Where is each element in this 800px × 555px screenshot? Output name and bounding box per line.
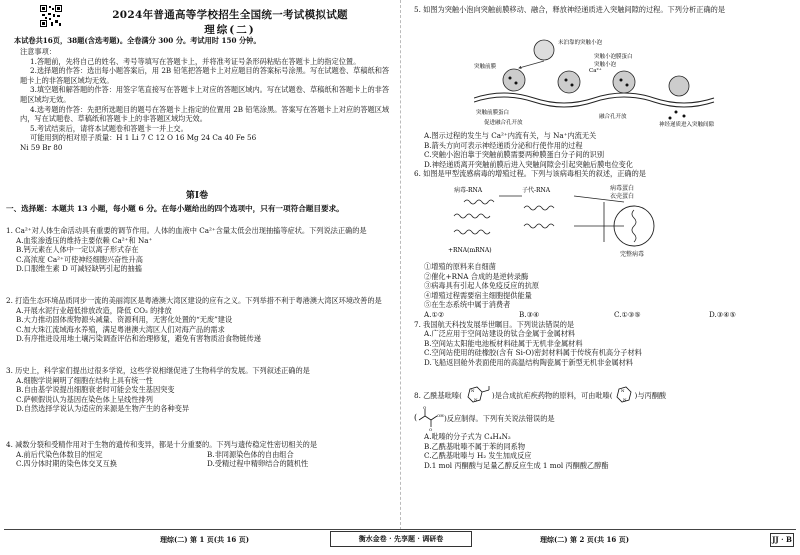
statement-item: ③病毒具有引起人体免疫反应的抗原 <box>424 281 540 291</box>
pyruvic-acid-structure-icon <box>414 406 444 432</box>
question-1 <box>6 226 388 274</box>
svg-text:O: O <box>429 427 433 432</box>
question-8 <box>414 386 794 470</box>
pyrazine-structure-icon <box>613 386 635 406</box>
option-c: C.突触小泡泊靠于突触前膜需要两种膜蛋白分子间的识别 <box>424 150 605 160</box>
option-d: D.受精过程中精卵结合的随机性 <box>207 459 309 469</box>
option-a: A.开展水泥行业超低排放改造，降低 CO₂ 的排放 <box>16 305 172 315</box>
option-c: C.加大珠江流域海水养殖，满足粤港澳大湾区人们对海产品的需求 <box>16 324 225 334</box>
fig-label: 病毒-RNA <box>454 187 483 194</box>
note-item: 5.考试结束后，请将本试题卷和答题卡一并上交。 <box>30 123 188 133</box>
option-c: C.高浓度 Ca²⁺可使神经细胞兴奋性升高 <box>16 254 143 264</box>
question-stem-row <box>414 386 794 406</box>
svg-text:O: O <box>423 406 427 410</box>
option-b: B.箭头方向可表示神经递质分泌和行使作用的过程 <box>424 140 583 150</box>
footer-code-box: JJ · B <box>770 533 794 547</box>
option-c: C.乙酰基吡嗪与 H₂ 发生加成反应 <box>424 451 532 461</box>
footer-rule <box>4 529 796 530</box>
question-stem: 4. 减数分裂和受精作用对于生物的遗传和变异，都是十分重要的。下列与遗传稳定性密切相关的是 <box>6 440 318 449</box>
option-a: A.前后代染色体数目的恒定 <box>16 449 103 459</box>
exam-title: 2024年普通高等学校招生全国统一考试模拟试题 <box>112 9 348 21</box>
fig-label: 子代-RNA <box>522 187 551 194</box>
section-juan-title: 第Ⅰ卷 <box>185 191 209 201</box>
exam-meta: 本试卷共16页，38题(含选考题)。全卷满分 300 分。考试用时 150 分钟。 <box>14 36 261 45</box>
stem-part: )与丙酮酸 <box>634 391 667 401</box>
question-stem-row <box>414 406 794 432</box>
fig-label: 神经递质进入突触间隙 <box>659 122 715 128</box>
fig-label: +RNA(mRNA) <box>448 247 492 254</box>
option-d: D.有序推进设用地土壤污染调查评估和治理修复，避免有害物质沿食物链传递 <box>16 334 261 344</box>
option-a: A.细胞学说阐明了细胞在结构上具有统一性 <box>16 375 153 385</box>
fig-label: 融合孔开放 <box>599 114 627 120</box>
note-item: 2.选择题的作答：选出每小题答案后，用 2B 铅笔把答题卡上对应题目的答案标号涂黑。写在试题卷、草稿纸和答题卡上的非答题区域均无效。 <box>20 66 390 85</box>
question-stem: 3. 历史上，科学家们提出过很多学说，这些学说相继促进了生物科学的发展。下列叙述正确的是 <box>6 366 310 375</box>
question-5-options <box>414 131 794 179</box>
question-6-body <box>414 262 794 368</box>
section-instruction: 一、选择题：本题共 13 小题，每小题 6 分。在每小题给出的四个选项中，只有一项符合题目要求。 <box>6 204 344 213</box>
question-stem: 1. Ca²⁺对人体生命活动具有重要的调节作用。人体的血液中 Ca²⁺含量太低会出现抽搐等症状。下列说法正确的是 <box>6 226 367 235</box>
question-2 <box>6 296 388 344</box>
stem-part: 8. 乙酰基吡嗪( <box>414 391 462 401</box>
svg-text:N: N <box>622 397 627 402</box>
option-c: C.四分体时期的染色体交叉互换 <box>16 459 117 469</box>
statement-item: ④增殖过程需要宿主细胞提供能量 <box>424 290 532 300</box>
svg-text:(: ( <box>414 413 418 422</box>
fig-label: Ca²⁺ <box>589 68 602 74</box>
option-row <box>414 310 794 320</box>
option-a: A.广泛应用于空间站建设的钛合金属于金属材料 <box>424 329 576 339</box>
option-b: B.大力推动固体废物源头减量、资源利用，无害化处置的“无废”建设 <box>16 315 233 325</box>
option-row <box>6 459 388 469</box>
statement-item: ⑤在生态系统中属于消费者 <box>424 300 511 310</box>
question-stem: 5. 如图为突触小泡向突触前膜移动、融合，释放神经递质进入突触间隙的过程。下列分析正确的是 <box>414 5 726 14</box>
question-stem: 2. 打造生态环境品质同步一流的美丽湾区是粤港澳大湾区建设的应有之义。下列举措不利于粤港澳大湾区环境改善的是 <box>6 296 382 305</box>
option-a: A.血浆渗透压的维持主要依赖 Ca²⁺和 Na⁺ <box>16 235 153 245</box>
option-d: D.自然选择学说认为适应的来源是生物产生的各种变异 <box>16 404 190 414</box>
option-b: B.非同源染色体的自由组合 <box>207 449 294 459</box>
fig-label: 突触前膜蛋白 <box>476 110 510 116</box>
virus-replication-figure <box>424 182 754 260</box>
fig-label: 病毒蛋白 <box>610 185 635 192</box>
option-b: B.空间站太阳能电池板材料硅属于无机非金属材料 <box>424 338 583 348</box>
question-5 <box>414 5 794 15</box>
notes-heading: 注意事项： <box>20 47 56 56</box>
option-a: A.吡嗪的分子式为 C₄H₄N₂ <box>424 432 511 441</box>
option-row <box>6 450 388 460</box>
right-column <box>414 0 794 530</box>
option-d: D.神经递质离开突触前膜后进入突触间隙会引起突触后膜电位变化 <box>424 159 634 169</box>
note-item: 4.选考题的作答：先把所选题目的题号在答题卡上指定的位置用 2B 铅笔涂黑。答案写在答题卡上对应的答题区域内，写在试题卷、草稿纸和答题卡上的非答题区域均无效。 <box>20 104 390 124</box>
option-c: C.空间站使用的硅橡胶(含有 Si-O)密封材料属于传统有机高分子材料 <box>424 348 642 358</box>
stem-part: )是合成抗疟疾药物的原料，可由吡嗪( <box>491 391 613 401</box>
note-item: 3.填空题和解答题的作答：用签字笔直接写在答题卡上对应的答题区域内。写在试题卷、草稿纸和答题卡上的非答题区域均无效。 <box>20 85 390 104</box>
option-c: C.①③⑤ <box>614 309 641 319</box>
fig-label: 完整病毒 <box>620 251 645 258</box>
svg-text:N: N <box>473 397 478 402</box>
option-b: B.③④ <box>519 309 540 319</box>
fig-label: 突触小泡膜蛋白 <box>594 54 633 60</box>
option-b: B.钙元素在人体中一定以离子形式存在 <box>16 245 139 255</box>
statement-item: ①增殖的原料来自细菌 <box>424 262 496 271</box>
fig-label: 衣壳蛋白 <box>610 193 635 200</box>
question-stem-6: 6. 如图是甲型流感病毒的增殖过程。下列与该病毒相关的叙述，正确的是 <box>414 169 646 179</box>
footer-left-page: 理综(二) 第 1 页(共 16 页) <box>160 535 250 544</box>
fig-label: 未泊靠的突触小泡 <box>558 40 603 46</box>
question-4 <box>6 440 388 469</box>
exam-subtitle: 理综(二) <box>204 24 256 36</box>
left-column <box>6 0 388 530</box>
note-item: 1.答题前，先将自己的姓名、考号等填写在答题卡上，并将准考证号条形码粘贴在答题卡上的指定位置。 <box>30 56 361 66</box>
option-c: C.萨顿假说认为基因在染色体上呈线性排列 <box>16 394 153 404</box>
option-a: A.①② <box>424 309 445 319</box>
atomic-mass-line-2: Ni 59 Br 80 <box>20 142 63 152</box>
synapse-figure <box>474 28 734 128</box>
fig-label: 突触前膜 <box>474 64 497 70</box>
fig-label: 突触小泡 <box>594 62 617 68</box>
footer-right-page: 理综(二) 第 2 页(共 16 页) <box>540 535 630 544</box>
option-d: D.飞船返回舱外表面使用的高温结构陶瓷属于新型无机非金属材料 <box>424 357 634 367</box>
option-b: B.乙酰基吡嗪不属于苯的同系物 <box>424 441 526 451</box>
atomic-mass-line: 可能用到的相对原子质量：H 1 Li 7 C 12 O 16 Mg 24 Ca 40 Fe 56 <box>30 133 257 143</box>
option-d: D.1 mol 丙酮酸与足量乙醇反应生成 1 mol 丙酮酸乙醇酯 <box>424 460 609 470</box>
svg-text:OH: OH <box>437 413 444 418</box>
question-3 <box>6 366 388 414</box>
statement-item: ②催化+RNA 合成的是逆转录酶 <box>424 271 529 281</box>
acetylpyrazine-structure-icon <box>462 386 492 406</box>
column-divider <box>400 0 401 530</box>
svg-text:N: N <box>620 388 625 393</box>
option-d: D.口服维生素 D 可减轻缺钙引起的抽搐 <box>16 264 142 274</box>
notes-block <box>20 47 390 153</box>
fig-label: 促进融合孔开放 <box>484 120 523 126</box>
option-b: B.自由基学说提出细胞衰老时可能会发生基因突变 <box>16 385 175 395</box>
stem-part: )反应制得。下列有关说法错误的是 <box>444 414 555 424</box>
svg-text:N: N <box>470 388 475 393</box>
footer-center-band: 衡水金卷 · 先享题 · 调研卷 <box>330 531 472 547</box>
option-d: D.③④⑤ <box>709 309 737 319</box>
question-stem-7: 7. 我国航天科技发展举世瞩目。下列说法错误的是 <box>414 319 575 329</box>
option-a: A.图示过程的发生与 Ca²⁺内流有关，与 Na⁺内流无关 <box>424 131 597 140</box>
